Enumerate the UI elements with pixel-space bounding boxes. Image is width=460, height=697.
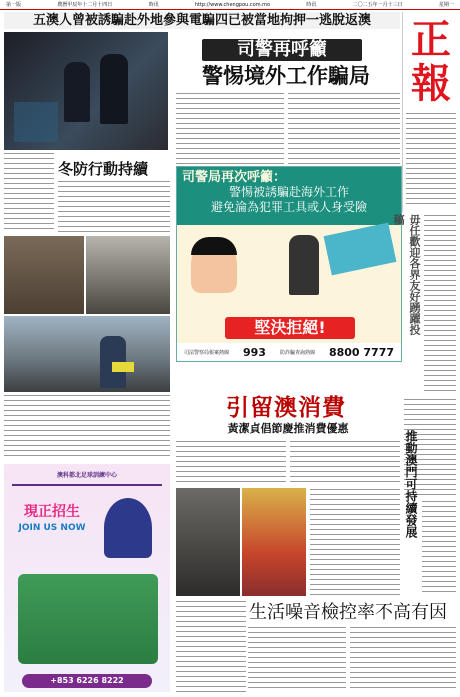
ad-line-3: 避免淪為犯罪工具或人身受險	[210, 200, 367, 214]
soccer-ad-title: 澳科都北足球訓練中心	[56, 472, 117, 479]
consume-text-col-2	[290, 440, 400, 486]
vest-stripe	[112, 362, 134, 372]
enroll-phone[interactable]: +853 6226 8222	[22, 674, 152, 688]
hotline-2-label: 防詐騙查詢熱線	[279, 349, 315, 356]
left-article-text	[4, 152, 54, 232]
page-label: 第一版	[6, 2, 22, 8]
brand-name: 正報	[411, 16, 451, 107]
recruit-line-2: JOIN US NOW	[18, 523, 86, 533]
brand-logo	[406, 18, 456, 106]
room-photo	[4, 236, 84, 314]
side-story-headline: 推動澳門可持續發展	[404, 430, 418, 538]
street-check-photo	[4, 316, 170, 392]
machine-figure	[14, 102, 58, 142]
officer-figure	[64, 62, 90, 122]
lunar-date: 農曆甲辰年十二月十四日	[57, 2, 113, 8]
side-article-text-3	[422, 500, 456, 592]
divider	[12, 484, 162, 486]
issue-date: 二〇二五年一月十三日	[352, 2, 403, 8]
officer-figure	[100, 54, 128, 124]
top-left-photo	[4, 32, 168, 150]
consume-text-col-3	[310, 488, 400, 598]
section-label-2: 時讯	[306, 2, 317, 8]
hotline-1-number[interactable]: 993	[242, 345, 266, 359]
consume-text-col-1	[176, 440, 286, 486]
consume-photo-2	[242, 488, 306, 596]
consume-subhead: 黃潔貞倡節慶推消費優惠	[227, 422, 349, 435]
hotline-1-label: 司法警察局報案熱線	[183, 349, 229, 356]
section-label: 時讯	[148, 2, 159, 8]
ad-line-1: 司警局再次呼籲：	[182, 170, 287, 185]
recruit-text	[12, 504, 92, 536]
noise-text-col-0	[176, 600, 246, 692]
masthead-bar	[0, 0, 460, 10]
side-story-2-headline: 毋任歡迎各界友好踴躍投稿	[392, 214, 421, 335]
ad-line-2: 警惕被誘騙赴海外工作	[228, 185, 349, 199]
consume-photo-1	[176, 488, 240, 596]
noise-text-col-2	[350, 626, 456, 692]
site-url[interactable]: http://www.chengpou.com.mo	[194, 1, 271, 8]
left-article-text-3	[4, 394, 170, 460]
consume-headline: 引留澳消費	[226, 394, 346, 421]
ad-banner	[177, 167, 401, 225]
recruit-line-1: 現正招生	[24, 504, 80, 520]
cartoon-hair	[191, 237, 237, 255]
cartoon-face	[191, 237, 237, 293]
hotline-bar	[177, 343, 401, 361]
main-article-col-2	[288, 92, 400, 164]
weekday: 星期一	[438, 2, 454, 8]
anti-fraud-ad	[176, 166, 402, 362]
money-icon	[324, 223, 397, 276]
main-article-col-1	[176, 92, 284, 164]
left-article-text-2	[58, 180, 170, 232]
noise-headline: 生活噪音檢控率不高有因	[249, 602, 447, 623]
main-headline: 警惕境外工作騙局	[202, 63, 370, 88]
publisher-info	[406, 112, 456, 208]
team-photo	[18, 574, 158, 664]
top-banner-headline: 五澳人曾被誘騙赴外地參與電騙四已被當地拘押一逃脫返澳	[4, 12, 400, 29]
kicker-headline: 司警再呼籲	[202, 39, 362, 61]
refuse-banner: 堅決拒絕!	[225, 317, 355, 339]
hotline-2-number[interactable]: 8800 7777	[328, 345, 394, 359]
player-figure	[104, 498, 152, 558]
dog-patrol-photo	[86, 236, 170, 314]
soccer-training-ad[interactable]	[4, 464, 170, 692]
side-article-text	[424, 214, 456, 394]
noise-text-col-1	[248, 626, 346, 692]
suspect-figure	[289, 235, 319, 295]
left-story-headline: 冬防行動持續	[58, 160, 149, 178]
